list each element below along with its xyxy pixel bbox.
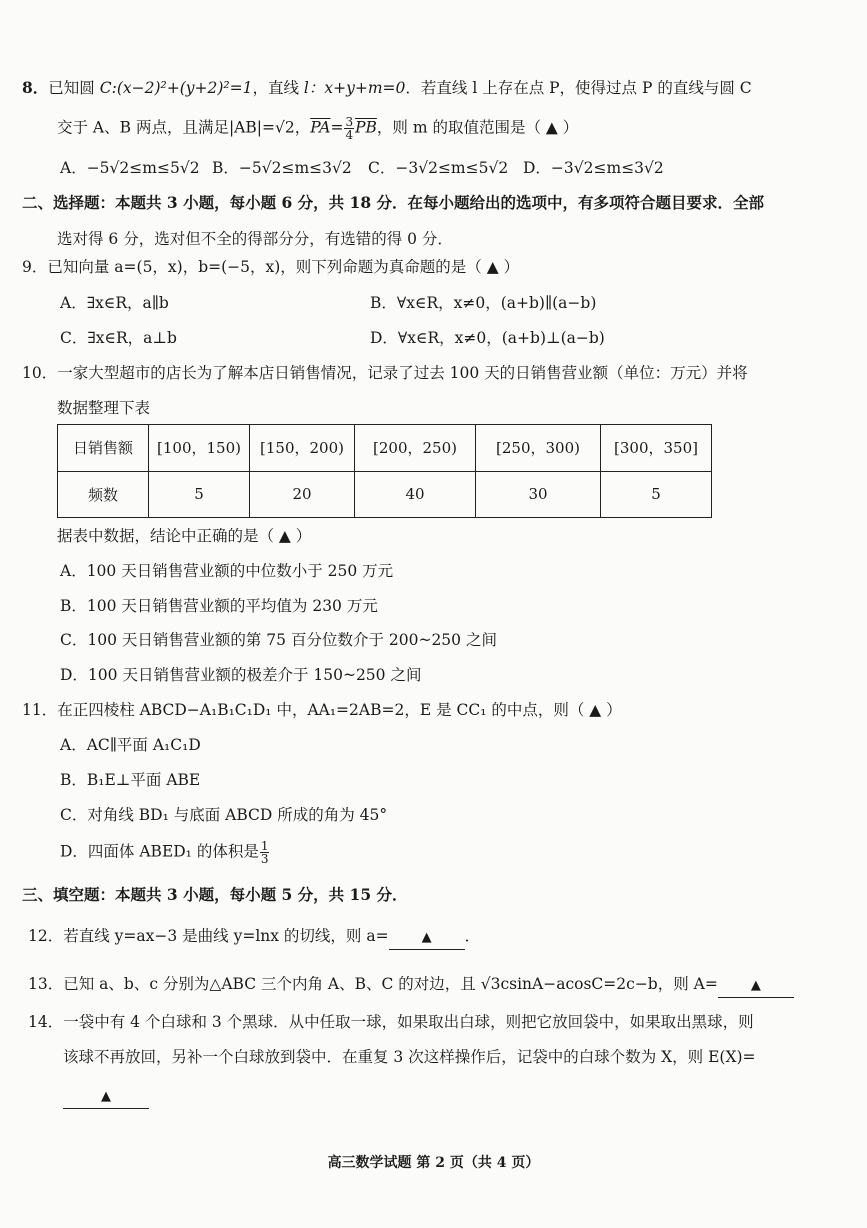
table-cell: 日销售额 [58,425,149,472]
line-equation: l：x+y+m=0 [303,79,406,97]
q13-stem: 13．已知 a、b、c 分别为△ABC 三个内角 A、B、C 的对边，且 √3csinA−acosC=2c−b，则 A= ▲ [28,973,794,998]
table-row [58,471,712,518]
q11-option-a: A．AC∥平面 A₁C₁D [60,736,201,754]
q11-stem: 11．在正四棱柱 ABCD−A₁B₁C₁D₁ 中，AA₁=2AB=2，E 是 CC₁ 的中点，则（ ▲ ） [22,701,622,719]
q9-stem: 9．已知向量 a=(5，x)，b=(−5，x)，则下列命题为真命题的是（ ▲ ） [22,258,520,276]
q10-option-a: A．100 天日销售营业额的中位数小于 250 万元 [60,562,394,580]
q12-answer-blank [389,925,465,950]
fraction-three-quarters: $\frac{3}{4}$ [345,115,354,142]
q8-option-a: A．−5√2≤m≤5√2 [60,159,200,177]
vector-pb: $\overline{PB}$ [355,118,377,137]
q9-option-d: D．∀x∈R，x≠0，(a+b)⊥(a−b) [370,329,605,347]
q10-option-d: D．100 天日销售营业额的极差介于 150~250 之间 [60,666,422,684]
table-cell: 5 [149,471,250,518]
q14-stem-line2: 该球不再放回，另补一个白球放到袋中．在重复 3 次这样操作后，记袋中的白球个数为 X，则 E(X)= [63,1048,756,1066]
table-cell: [250，300) [476,425,601,472]
table-cell: 40 [355,471,476,518]
table-cell: 频数 [58,471,149,518]
q8-line1: 8．已知圆 C:(x−2)²+(y+2)²=1，直线 l：x+y+m=0．若直线 l 上存在点 P，使得过点 P 的直线与圆 C [22,78,752,97]
q9-option-a: A．∃x∈R，a∥b [60,294,169,312]
circle-equation: C:(x−2)²+(y+2)²=1 [99,79,253,97]
q8-option-c: C．−3√2≤m≤5√2 [368,159,509,177]
q8-option-d: D．−3√2≤m≤3√2 [523,159,664,177]
triangle-icon: ▲ [421,930,432,945]
triangle-icon: ▲ [101,1089,111,1104]
frequency-table [57,424,712,518]
q14-stem-line1: 14．一袋中有 4 个白球和 3 个黑球．从中任取一球，如果取出白球，则把它放回袋中，如果取出黑球，则 [28,1013,754,1031]
vector-pa: $\overline{PA}$ [310,118,331,137]
section2-heading: 二、选择题：本题共 3 小题，每小题 6 分，共 18 分．在每小题给出的选项中，有多项符合题目要求．全部 [22,193,765,212]
q10-prompt: 据表中数据，结论中正确的是（ ▲ ） [57,527,312,545]
q9-option-c: C．∃x∈R，a⊥b [60,329,177,347]
table-cell: 20 [250,471,355,518]
q11-option-b: B．B₁E⊥平面 ABE [60,771,201,789]
table-cell: [300，350] [601,425,712,472]
table-cell: [150，200) [250,425,355,472]
q14-answer-blank [63,1084,149,1109]
q10-stem-line1: 10．一家大型超市的店长为了解本店日销售情况，记录了过去 100 天的日销售营业额（单位：万元）并将 [22,364,748,382]
q9-option-b: B．∀x∈R，x≠0，(a+b)∥(a−b) [370,294,597,312]
q8-number: 8． [22,78,49,97]
section2-rules: 选对得 6 分，选对但不全的得部分分，有选错的得 0 分． [57,230,453,248]
sqrt-two: √2 [274,118,295,137]
q10-option-c: C．100 天日销售营业额的第 75 百分位数介于 200~250 之间 [60,631,497,649]
q14-answer-line [63,1084,149,1109]
page-footer: 高三数学试题 第 2 页（共 4 页） [327,1155,540,1171]
section3-heading: 三、填空题：本题共 3 小题，每小题 5 分，共 15 分． [22,885,408,904]
table-row [58,425,712,472]
q12-stem: 12．若直线 y=ax−3 是曲线 y=lnx 的切线，则 a= ▲ ． [28,925,480,950]
fraction-one-third: $\frac{1}{3}$ [260,839,269,866]
q11-option-c: C．对角线 BD₁ 与底面 ABCD 所成的角为 45° [60,806,388,824]
q13-answer-blank [718,973,794,998]
table-cell: [200，250) [355,425,476,472]
q8-line2: 交于 A、B 两点，且满足|AB|=√2，$\overline{PA}=$ $\frac{3}{4}$ $\overline{PB}$，则 m 的取值范围是（ ▲ ） [57,115,579,142]
triangle-icon: ▲ [750,978,761,993]
table-cell: 30 [476,471,601,518]
q10-stem-line2: 数据整理下表 [57,399,151,417]
table-cell: [100，150) [149,425,250,472]
q8-option-b: B．−5√2≤m≤3√2 [212,159,352,177]
table-cell: 5 [601,471,712,518]
q10-option-b: B．100 天日销售营业额的平均值为 230 万元 [60,597,378,615]
q11-option-d: D．四面体 ABED₁ 的体积是 $\frac{1}{3}$ [60,839,269,866]
